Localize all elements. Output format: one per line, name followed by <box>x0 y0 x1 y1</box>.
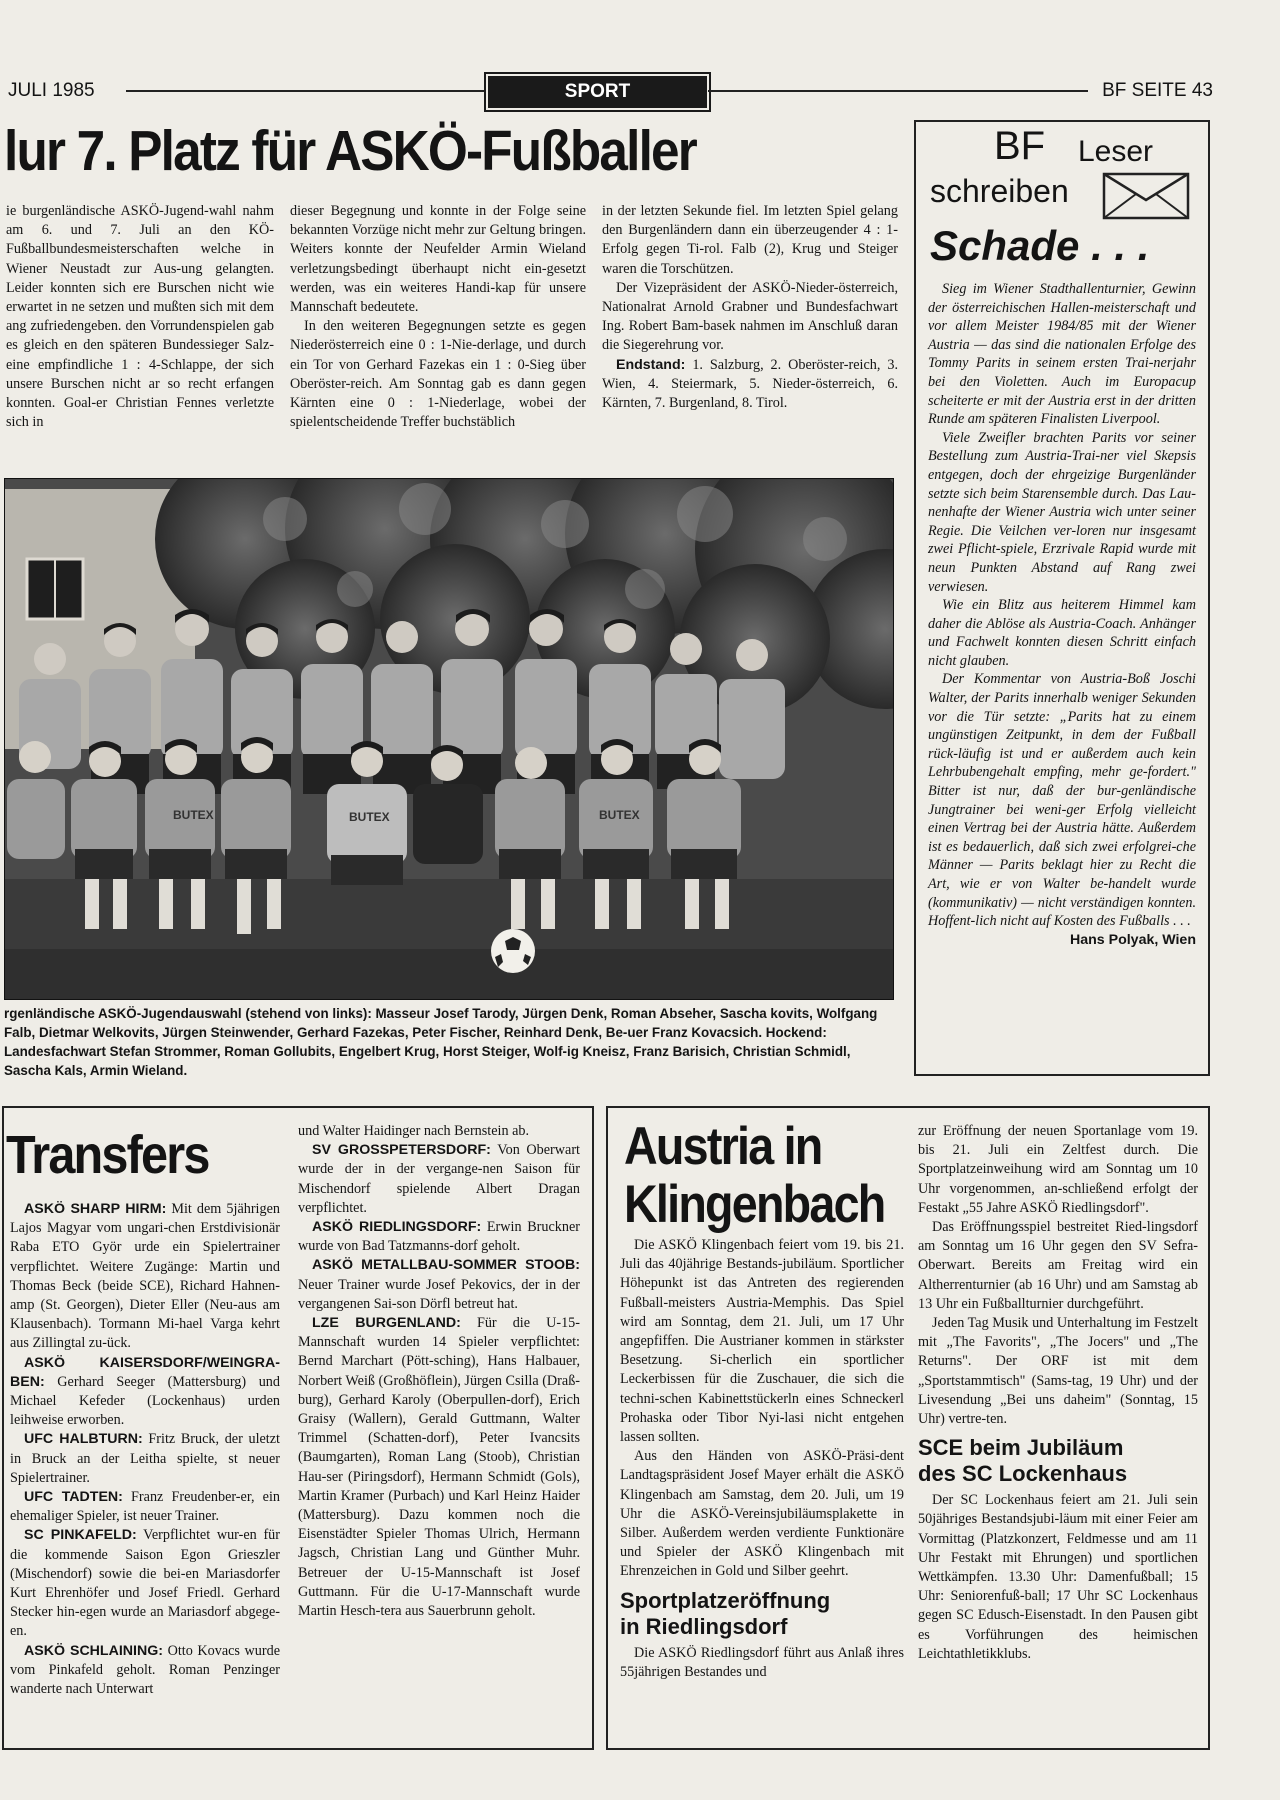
austria-column-1 <box>620 1236 904 1740</box>
logo-bf: BF <box>994 124 1046 168</box>
transfer-text: Otto Kovacs wurde vom Pinkafeld geholt. Roman Penzinger wanderte nach Unterwart <box>10 1642 280 1698</box>
subheading-lockenhaus <box>918 1435 1198 1487</box>
austria-column-2 <box>918 1122 1198 1740</box>
team-photo-image <box>5 479 893 999</box>
letter-body <box>928 280 1196 949</box>
transfer-item <box>10 1488 280 1526</box>
subheading-line: Sportplatzeröffnung <box>620 1587 831 1613</box>
transfer-club: UFC HALBTURN: <box>24 1431 143 1448</box>
letter-paragraph: Der Kommentar von Austria-Boß Joschi Walter, der Parits innerhalb weniger Sekunden vor die Tür setzte: „Parits hat zu einem ungünstigen Zeitpunkt, in dem der Fußball rück-läufig ist und er außerdem auch kein Lehrbubengehalt empfing, mehr ge-fordert." Bitter ist nur, daß der bur-genländische Jungtrainer bei weni-ger Erfolg vielleicht einen Vertrag bei der Austria hätte. Außerdem ist es bedauerlich, daß sich zwei erfolgrei-che Männer — Parits beklagt hier zu Recht die Art, wie er von Walter be-handelt wurde (kommunikativ) — nicht verständigen konnten. Hoffent-lich nicht auf Kosten des Fußballs . . . <box>928 671 1196 930</box>
article-text: Der Vizepräsident der ASKÖ-Nieder-österreich, Nationalrat Arnold Grabner und Bundesfachwart Ing. Robert Bam-basek nahmen im Anschluß daran die Siegerehrung vor. <box>602 279 898 354</box>
transfer-text: Für die U-15-Mannschaft wurden 14 Spieler verpflichtet: Bernd Marchart (Pött-sching), Hans Halbauer, Norbert Weiß (Großhöflein), Jürgen Csilla (Draß-burg), Gerhard Karoly (Oberpullen-dorf), Erich Graisy (Wallern), Gerald Guttmann, Walter Trimmel (Schatten-dorf), Peter Ivancsits (Baumgarten), Roman Lang (Stoob), Christian Hau-ser (Piringsdorf), Hermann Schmidt (Gols), Martin Kramer (Purbach) und Karl Heinz Haider (Mattersburg). Dazu kommen noch die Eisenstädter Spieler Thomas Ulrich, Hermann Jagsch, Christian Lang und Günther Muhr. Betreuer der U-15-Mannschaft ist Josef Guttmann. Für die U-17-Mannschaft wurde Martin Hesch-tera aus Sauerbrunn geholt. <box>298 1315 580 1620</box>
article-column-3 <box>602 202 898 413</box>
transfer-club: ASKÖ KAISERSDORF/WEINGRA-BEN: <box>10 1354 280 1390</box>
letters-box <box>914 120 1210 1076</box>
transfer-text: Mit dem 5jährigen Lajos Magyar vom ungari-chen Erstdivisionär Raba ETO Györ urde ein Spielertrainer verpflichtet. Weitere Zugänge: Martin und Thomas Beck (beide SCE), Richard Hahnen-amp (St. Georgen), Dieter Eller (Neu-aus am Klausenbach). Tormann Mi-hael Varga kehrt aus Zillingtal zu-ück. <box>10 1201 280 1352</box>
transfer-text: Gerhard Seeger (Mattersburg) und Michael Kefeder (Lockenhaus) urden leihweise erworben. <box>10 1373 280 1429</box>
logo-schreiben: schreiben <box>930 173 1069 209</box>
transfer-item <box>298 1218 580 1256</box>
transfer-item <box>10 1642 280 1700</box>
letter-title: Schade . . . <box>930 222 1150 269</box>
subheading-line: des SC Lockenhaus <box>918 1461 1128 1487</box>
article-column-1 <box>6 202 274 432</box>
article-text: zur Eröffnung der neuen Sportanlage vom 19. bis 21. Juli ein Zeltfest durch. Die Sportplatzeinweihung wird am Sonntag um 10 Uhr vorgenommen, an-schließend erfolgt der Festakt „55 Jahre ASKÖ Riedlingsdorf". <box>918 1123 1198 1216</box>
transfer-item <box>10 1526 280 1641</box>
austria-title <box>624 1118 885 1234</box>
transfer-text: Franz Freudenber-er, ein ehemaliger Spieler, ist neuer Trainer. <box>10 1489 280 1525</box>
transfer-club: ASKÖ METALLBAU-SOMMER STOOB: <box>312 1257 580 1274</box>
letter-signature: Hans Polyak, Wien <box>1069 931 1196 948</box>
letter-paragraph: Viele Zweifler brachten Parits vor seiner Bestellung zum Austria-Trai-ner viel Skepsis entgegen, doch der ehrgeizige Burgenländer setzte sich beim Starensemble durch. Das Lau-nenhafte der Wiener Austria wich unter seiner Regie. Die Veilchen ver-loren nur insgesamt zwei Pflicht-spiele, Erzrivale Rapid wurde mit neun Punkten Abstand auf Rang zwei verwiesen. <box>928 429 1196 595</box>
transfers-column-1 <box>10 1200 280 1740</box>
transfer-text: Verpflichtet wur-en für die kommende Saison Egon Grieszler (Mischendorf) sowie die bei-en Mariasdorfer Kurt Ehrenhöfer und Josef Friedl. Gerhard Stecker hin-egen wurde an Mariasdorf abgege-en. <box>10 1527 280 1640</box>
subheading-line: in Riedlingsdorf <box>620 1613 788 1639</box>
transfer-text: Erwin Bruckner wurde von Bad Tatzmanns-dorf geholt. <box>298 1219 580 1255</box>
transfer-club: SC PINKAFELD: <box>24 1527 137 1544</box>
article-text: Die ASKÖ Klingenbach feiert vom 19. bis 21. Juli das 40jährige Bestands-jubiläum. Sportlicher Höhepunkt ist das Antreten des regierenden Fußball-meisters Austria-Memphis. Das Spiel wird am Sonntag, dem 21. Juli, um 17 Uhr angepfiffen. Die Austrianer kommen in stärkster Besetzung. Si-cherlich ein sportlicher Leckerbissen für die Zuschauer, die sich die techni-schen Kabinettstückerln eines Schneckerl Prohaska oder Tibor Nyi-lasi nicht entgehen lassen sollten. <box>620 1237 904 1446</box>
issue-date: JULI 1985 <box>8 80 95 101</box>
final-standings <box>602 356 898 414</box>
page-number: BF SEITE 43 <box>1102 80 1213 101</box>
transfer-item <box>298 1314 580 1621</box>
transfer-club: UFC TADTEN: <box>24 1489 123 1506</box>
transfer-item <box>298 1256 580 1314</box>
subheading-line: SCE beim Jubiläum <box>918 1435 1124 1461</box>
envelope-icon <box>1102 172 1190 220</box>
article-column-2 <box>290 202 586 432</box>
main-headline: lur 7. Platz für ASKÖ-Fußballer <box>4 119 696 183</box>
article-text: dieser Begegnung und konnte in der Folge seine bekannten Vorzüge nicht mehr zur Geltung bringen. Weiters konnte der Neufelder Armin Wieland verletzungsbedingt überhaupt nicht ein-gesetzt werden, was ein weiteres Handi-kap für unsere Mannschaft bedeutete. <box>290 203 586 316</box>
austria-box <box>606 1106 1210 1750</box>
transfer-text: Fritz Bruck, der uletzt in Bruck an der Leitha spielte, st neuer Spielertrainer. <box>10 1431 280 1486</box>
team-photo <box>4 478 894 1000</box>
transfers-title: Transfers <box>6 1125 209 1185</box>
letter-paragraph: Sieg im Wiener Stadthallenturnier, Gewinn der österreichischen Hallen-meisterschaft und vor allem Meister 1984/85 mit der Wiener Austria — das sind die nationalen Erfolge des Tommy Parits in seinem ersten Trai-nerjahr bei den Violetten. Auch im Europacup scheiterte er mit der Austria erst in der dritten Runde am späteren Finalisten Liverpool. <box>928 281 1196 428</box>
transfer-text: und Walter Haidinger nach Bernstein ab. <box>298 1123 530 1139</box>
austria-title-line: Klingenbach <box>624 1175 885 1234</box>
transfer-club: ASKÖ SCHLAINING: <box>24 1642 163 1659</box>
transfer-text: Von Oberwart wurde der in der vergange-nen Saison für Mischendorf spielende Albert Dragan verpflichtet. <box>298 1142 580 1216</box>
transfer-club: SV GROSSPETERSDORF: <box>312 1142 491 1159</box>
article-text: Aus den Händen von ASKÖ-Präsi-dent Landtagspräsident Josef Mayer erhält die ASKÖ Klingenbach am Samstag, dem 20. Juli, um 19 Uhr die ASKÖ-Vereinsjubiläumsplakette in Silber. Außerdem werden verdiente Funktionäre und Spieler der ASKÖ Klingenbach mit Ehrenzeichen in Gold und Silber geehrt. <box>620 1448 904 1580</box>
final-standings-label: Endstand: <box>616 356 686 373</box>
transfer-item <box>298 1122 580 1141</box>
article-text: Der SC Lockenhaus feiert am 21. Juli sein 50jähriges Bestandsjubi-läum mit einer Feier am Vormittag (Platzkonzert, Feldmesse und am 11 Uhr Festakt mit Ehrungen) und sportlichen Wettkämpfen. 13.30 Uhr: Damenfußball; 15 Uhr: Seniorenfuß-ball; 17 Uhr SC Lockenhaus gegen SC Edusch-Eisenstadt. In den Pausen gibt es Vorführungen des heimischen Leichtathletikklubs. <box>918 1492 1198 1662</box>
subheading-riedlingsdorf <box>620 1588 904 1640</box>
article-text: ie burgenländische ASKÖ-Jugend-wahl nahm am 6. und 7. Juli an den KÖ-Fußballbundesmeisterschaften welche in Wiener Neustadt zur Aus-ung gelangten. Leider konnten sich ere Burschen nicht wie erwartet in ne setzen und mußten sich mit dem ang zufriedengeben. den Vorrundenspielen gab es gleich en den späteren Bundessieger Salz-eine empfindliche 1 : 4-Schlappe, der sich unsere Burschen nicht ar so recht erfangen konnten. Goal-er Christian Fennes verletzte sich in <box>6 203 274 431</box>
transfer-text: Neuer Trainer wurde Josef Pekovics, der in der vergangenen Sai-son Dörfl betreut hat. <box>298 1276 580 1312</box>
running-header <box>8 76 1213 106</box>
transfer-item <box>10 1200 280 1354</box>
header-rule-right <box>708 90 1088 92</box>
article-text: Die ASKÖ Riedlingsdorf führt aus Anlaß ihres 55jährigen Bestandes und <box>620 1644 904 1680</box>
austria-title-line: Austria in <box>624 1117 822 1176</box>
article-text: in der letzten Sekunde fiel. Im letzten Spiel gelang den Burgenländern dann ein überzeugender 4 : 1-Erfolg gegen Ti-rol. Falb (2), Krug und Steiger waren die Torschützen. <box>602 203 898 277</box>
transfers-column-2 <box>298 1122 580 1740</box>
transfer-item <box>10 1354 280 1431</box>
article-text: Jeden Tag Musik und Unterhaltung im Festzelt mit „The Favorits", „The Jocers" und „The Returns". Der ORF ist mit dem „Sportstammtisch" (Sams-tag, 19 Uhr) und der Livesendung „Bei uns daheim" (Sonntag, 15 Uhr) vertre-ten. <box>918 1315 1198 1428</box>
article-text: Das Eröffnungsspiel bestreitet Ried-lingsdorf am Sonntag um 16 Uhr gegen den SV Sefra-Oberwart. Bereits am Freitag wird ein Altherrenturnier (ab 16 Uhr) und am Samstag ab 13 Uhr ein Fußballturnier durchgeführt. <box>918 1219 1198 1312</box>
jersey-sponsor: BUTEX <box>599 808 640 822</box>
letters-logo <box>916 122 1208 226</box>
transfer-item <box>10 1430 280 1488</box>
transfer-club: LZE BURGENLAND: <box>312 1315 461 1332</box>
transfers-box <box>2 1106 594 1750</box>
section-label: SPORT <box>488 76 707 108</box>
final-standings-text: 1. Salzburg, 2. Oberöster-reich, 3. Wien, 4. Steiermark, 5. Nieder-österreich, 6. Kärnten, 7. Burgenland, 8. Tirol. <box>602 356 899 412</box>
header-rule-left <box>126 90 486 92</box>
photo-caption: rgenländische ASKÖ-Jugendauswahl (stehend von links): Masseur Josef Tarody, Jürgen Denk, Roman Abseher, Sascha kovits, Wolfgang Falb, Dietmar Welkovits, Jürgen Steinwender, Gerhard Fazekas, Peter Fischer, Reinhard Denk, Be-uer Franz Kovacsich. Hockend: Landesfachwart Stefan Strommer, Roman Gollubits, Engelbert Krug, Horst Steiger, Wolf-ig Kneisz, Franz Barisich, Christian Schmidl, Sascha Kals, Armin Wieland. <box>4 1006 878 1078</box>
transfer-club: ASKÖ SHARP HIRM: <box>24 1201 167 1217</box>
letter-paragraph: Wie ein Blitz aus heiterem Himmel kam daher die Ablöse als Austria-Coach. Anhänger und Fachwelt konnten diesen Schritt einfach nicht glauben. <box>928 597 1196 669</box>
jersey-sponsor: BUTEX <box>349 810 390 824</box>
logo-leser: Leser <box>1078 135 1154 168</box>
jersey-sponsor: BUTEX <box>173 808 214 822</box>
article-text: In den weiteren Begegnungen setzte es gegen Niederösterreich eine 0 : 1-Nie-derlage, und durch ein Tor von Gerhard Fazekas ein 1 : 0-Sieg über Oberöster-reich. Am Sonntag gab es dann gegen Kärnten eine 0 : 1-Niederlage, wobei der spielentscheidende Treffer buchstäblich <box>290 318 586 431</box>
transfer-item <box>298 1141 580 1218</box>
transfer-club: ASKÖ RIEDLINGSDORF: <box>312 1219 482 1236</box>
